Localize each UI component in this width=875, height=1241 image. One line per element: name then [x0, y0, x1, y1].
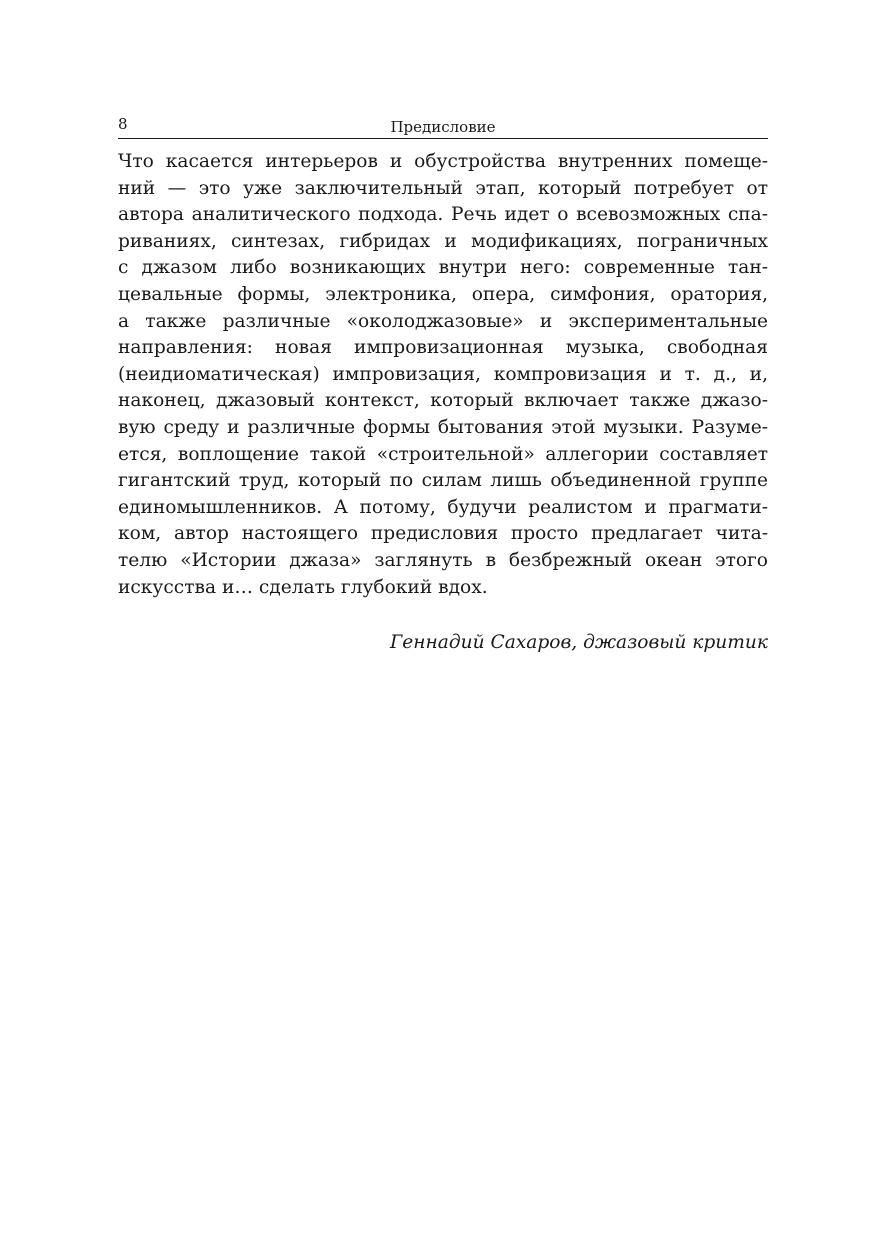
text-line: гигантский труд, который по силам лишь объединенной группе [118, 470, 768, 492]
text-line: направления: новая импровизационная музыка, свободная [118, 337, 768, 359]
running-header [118, 114, 768, 139]
text-line: Что касается интерьеров и обустройства внутренних помеще- [118, 151, 768, 172]
text-line: искусства и… сделать глубокий вдох. [118, 576, 488, 598]
running-title: Предисловие [390, 118, 496, 136]
text-line: ком, автор настоящего предисловия просто предлагает чита- [118, 523, 768, 545]
text-line: ется, воплощение такой «строительной» аллегории составляет [118, 443, 768, 465]
author-signature: Геннадий Сахаров, джазовый критик [389, 632, 768, 653]
body-paragraph [118, 149, 768, 601]
text-line: цевальные формы, электроника, опера, симфония, оратория, [118, 283, 768, 305]
text-line: автора аналитического подхода. Речь идет о всевозможных спа- [118, 204, 768, 226]
text-line: а также различные «околоджазовые» и экспериментальные [118, 310, 768, 332]
text-line: риваниях, синтезах, гибридах и модификациях, пограничных [118, 230, 768, 252]
page-number: 8 [118, 115, 128, 133]
text-line: вую среду и различные формы бытования этой музыки. Разуме- [118, 416, 768, 438]
text-line: единомышленников. А потому, будучи реалистом и прагмати- [118, 496, 768, 518]
text-line: (неидиоматическая) импровизация, компровизация и т. д., и, [118, 363, 768, 385]
text-line: телю «Истории джаза» заглянуть в безбрежный океан этого [118, 549, 768, 571]
text-line: ний — это уже заключительный этап, который потребует от [118, 177, 768, 199]
text-line: с джазом либо возникающих внутри него: современные тан- [118, 257, 768, 279]
text-line: наконец, джазовый контекст, который включает также джазо- [118, 390, 768, 412]
